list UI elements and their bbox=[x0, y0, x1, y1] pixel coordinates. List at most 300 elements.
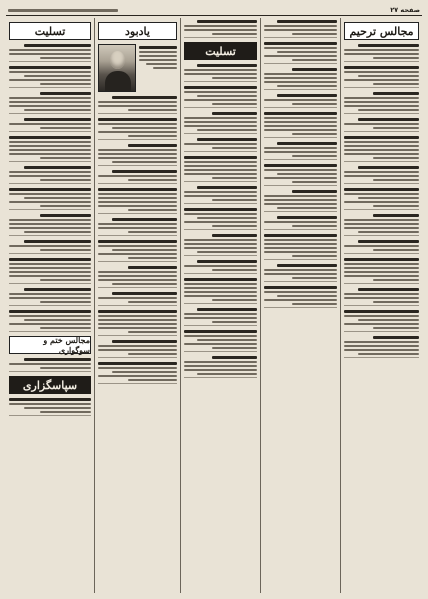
text-line bbox=[292, 155, 337, 157]
text-line bbox=[358, 197, 420, 199]
column-1 bbox=[6, 18, 94, 593]
text-line bbox=[9, 53, 91, 55]
notice-block bbox=[184, 208, 257, 230]
text-line bbox=[40, 83, 91, 85]
page-header bbox=[6, 4, 422, 16]
notice-block bbox=[264, 68, 337, 90]
text-line bbox=[9, 97, 91, 99]
text-line bbox=[264, 299, 337, 301]
text-line bbox=[264, 77, 337, 79]
text-line bbox=[344, 258, 419, 261]
text-line bbox=[9, 219, 91, 221]
notice-block bbox=[98, 96, 177, 114]
column-2 bbox=[94, 18, 180, 593]
text-line bbox=[277, 207, 337, 209]
text-line bbox=[9, 227, 91, 229]
text-line bbox=[98, 118, 177, 121]
notice-block bbox=[264, 286, 337, 308]
text-line bbox=[112, 340, 177, 343]
text-line bbox=[112, 127, 177, 129]
text-line bbox=[344, 153, 419, 155]
text-line bbox=[358, 118, 420, 121]
text-line bbox=[264, 269, 337, 271]
notice-block bbox=[98, 170, 177, 184]
text-line bbox=[184, 99, 257, 101]
text-line bbox=[344, 149, 419, 151]
text-line bbox=[40, 57, 91, 59]
text-line bbox=[9, 201, 91, 203]
text-line bbox=[184, 156, 257, 159]
text-line bbox=[373, 179, 420, 181]
notice-block bbox=[9, 92, 91, 114]
text-line bbox=[184, 265, 257, 267]
text-line bbox=[98, 157, 177, 159]
text-line bbox=[277, 264, 337, 267]
column-3 bbox=[180, 18, 260, 593]
text-line bbox=[24, 319, 91, 321]
text-line bbox=[98, 319, 177, 321]
text-line bbox=[264, 164, 337, 167]
text-line bbox=[264, 147, 337, 149]
text-line bbox=[373, 127, 420, 129]
text-line bbox=[358, 166, 420, 169]
text-line bbox=[197, 138, 257, 141]
text-line bbox=[344, 141, 419, 143]
text-line bbox=[112, 96, 177, 99]
text-line bbox=[184, 291, 257, 293]
text-line bbox=[40, 301, 91, 303]
notice-block bbox=[184, 234, 257, 256]
notice-block bbox=[344, 188, 419, 210]
notice-block bbox=[264, 94, 337, 108]
text-line bbox=[292, 103, 337, 105]
text-line bbox=[184, 169, 257, 171]
text-line bbox=[98, 193, 177, 195]
text-line bbox=[292, 68, 337, 71]
notice-block bbox=[98, 118, 177, 140]
text-line bbox=[9, 263, 91, 265]
text-line bbox=[24, 231, 91, 233]
text-line bbox=[98, 240, 177, 243]
section-banner-yadbud: یادبود bbox=[98, 22, 177, 40]
notice-block bbox=[344, 310, 419, 332]
text-line bbox=[292, 181, 337, 183]
text-line bbox=[128, 379, 177, 381]
section-banner-sepasgozari: سپاسگزاری bbox=[9, 376, 91, 394]
text-line bbox=[264, 99, 337, 101]
text-line bbox=[212, 347, 257, 349]
notice-block bbox=[264, 234, 337, 260]
notice-block bbox=[98, 144, 177, 166]
text-line bbox=[98, 362, 177, 365]
text-line bbox=[197, 186, 257, 189]
text-line bbox=[98, 375, 177, 377]
text-line bbox=[184, 86, 257, 89]
notice-block bbox=[264, 216, 337, 230]
text-line bbox=[128, 209, 177, 211]
text-line bbox=[344, 341, 419, 343]
notice-block bbox=[184, 330, 257, 352]
text-line bbox=[212, 103, 257, 105]
text-line bbox=[184, 208, 257, 211]
text-line bbox=[98, 327, 177, 329]
text-line bbox=[197, 217, 257, 219]
text-line bbox=[212, 225, 257, 227]
text-line bbox=[128, 109, 177, 111]
text-line bbox=[344, 79, 419, 81]
text-line bbox=[264, 221, 337, 223]
text-line bbox=[358, 353, 420, 355]
notice-block bbox=[264, 42, 337, 64]
notice-block bbox=[98, 362, 177, 384]
text-line bbox=[344, 145, 419, 147]
text-line bbox=[264, 291, 337, 293]
text-line bbox=[344, 123, 419, 125]
text-line bbox=[264, 286, 337, 289]
text-line bbox=[264, 55, 337, 57]
text-line bbox=[184, 213, 257, 215]
notice-block bbox=[344, 336, 419, 358]
text-line bbox=[184, 125, 257, 127]
notice-block bbox=[264, 264, 337, 282]
text-line bbox=[212, 234, 257, 237]
text-line bbox=[184, 173, 257, 175]
text-line bbox=[128, 179, 177, 181]
text-line bbox=[277, 51, 337, 53]
text-line bbox=[98, 315, 177, 317]
text-line bbox=[184, 239, 257, 241]
text-line bbox=[184, 121, 257, 123]
text-line bbox=[277, 20, 337, 23]
text-line bbox=[373, 157, 420, 159]
text-line bbox=[98, 349, 177, 351]
text-line bbox=[9, 315, 91, 317]
newspaper-page bbox=[6, 18, 422, 593]
text-line bbox=[344, 297, 419, 299]
text-line bbox=[184, 143, 257, 145]
text-line bbox=[344, 49, 419, 51]
text-line bbox=[112, 249, 177, 251]
text-line bbox=[344, 227, 419, 229]
text-line bbox=[264, 169, 337, 171]
text-line bbox=[98, 101, 177, 103]
text-line bbox=[264, 117, 337, 119]
section-banner-tarhim: مجالس ترحیم bbox=[344, 22, 419, 40]
text-line bbox=[344, 201, 419, 203]
text-line bbox=[197, 95, 257, 97]
portrait-photo bbox=[98, 44, 136, 92]
text-line bbox=[98, 197, 177, 199]
column-5 bbox=[340, 18, 422, 593]
text-line bbox=[344, 66, 419, 69]
text-line bbox=[264, 125, 337, 127]
notice-block bbox=[184, 86, 257, 108]
text-line bbox=[373, 205, 420, 207]
text-line bbox=[9, 175, 91, 177]
text-line bbox=[9, 49, 91, 51]
text-line bbox=[128, 301, 177, 303]
text-line bbox=[9, 149, 91, 151]
text-line bbox=[358, 44, 420, 47]
text-line bbox=[128, 144, 177, 147]
notice-block bbox=[9, 118, 91, 132]
text-line bbox=[184, 317, 257, 319]
text-line bbox=[112, 283, 177, 285]
text-line bbox=[373, 83, 420, 85]
text-line bbox=[292, 255, 337, 257]
text-line bbox=[98, 175, 177, 177]
notice-block bbox=[184, 278, 257, 304]
notice-block bbox=[98, 188, 177, 214]
text-line bbox=[24, 240, 91, 243]
text-line bbox=[9, 66, 91, 69]
text-line bbox=[264, 239, 337, 241]
text-line bbox=[344, 223, 419, 225]
notice-block bbox=[184, 156, 257, 182]
text-line bbox=[292, 33, 337, 35]
text-line bbox=[264, 73, 337, 75]
text-line bbox=[344, 171, 419, 173]
text-line bbox=[373, 301, 420, 303]
text-line bbox=[24, 288, 91, 291]
text-line bbox=[358, 288, 420, 291]
text-line bbox=[292, 277, 337, 279]
section-banner-taslit-2: تسلیت bbox=[184, 42, 257, 60]
text-line bbox=[184, 335, 257, 337]
text-line bbox=[264, 112, 337, 115]
text-line bbox=[277, 85, 337, 87]
text-line bbox=[373, 279, 420, 281]
text-line bbox=[184, 313, 257, 315]
text-line bbox=[9, 223, 91, 225]
issue-info bbox=[8, 6, 118, 14]
text-line bbox=[98, 279, 177, 281]
text-line bbox=[98, 131, 177, 133]
notice-block bbox=[344, 92, 419, 114]
text-line bbox=[112, 371, 177, 373]
text-line bbox=[9, 258, 91, 261]
text-line bbox=[184, 343, 257, 345]
text-line bbox=[344, 310, 419, 313]
text-line bbox=[292, 303, 337, 305]
text-line bbox=[373, 214, 420, 217]
text-line bbox=[264, 251, 337, 253]
notice-block bbox=[184, 186, 257, 204]
text-line bbox=[292, 225, 337, 227]
text-line bbox=[184, 221, 257, 223]
text-line bbox=[184, 69, 257, 71]
text-line bbox=[98, 149, 177, 151]
text-line bbox=[9, 275, 91, 277]
text-line bbox=[184, 117, 257, 119]
text-line bbox=[344, 323, 419, 325]
text-line bbox=[344, 219, 419, 221]
text-line bbox=[128, 266, 177, 269]
text-line bbox=[344, 97, 419, 99]
text-line bbox=[9, 245, 91, 247]
text-line bbox=[184, 287, 257, 289]
text-line bbox=[24, 166, 91, 169]
text-line bbox=[9, 188, 91, 191]
text-line bbox=[292, 190, 337, 193]
text-line bbox=[98, 188, 177, 191]
text-line bbox=[264, 42, 337, 45]
notice-block bbox=[9, 288, 91, 306]
text-line bbox=[40, 92, 91, 95]
text-line bbox=[98, 123, 177, 125]
notice-block bbox=[9, 214, 91, 236]
text-line bbox=[98, 275, 177, 277]
text-line bbox=[344, 349, 419, 351]
text-line bbox=[184, 91, 257, 93]
text-line bbox=[197, 373, 257, 375]
text-line bbox=[197, 260, 257, 263]
text-line bbox=[373, 249, 420, 251]
text-line bbox=[112, 161, 177, 163]
text-line bbox=[40, 327, 91, 329]
text-line bbox=[9, 323, 91, 325]
text-line bbox=[9, 153, 91, 155]
text-line bbox=[40, 205, 91, 207]
text-line bbox=[358, 109, 420, 111]
text-line bbox=[264, 151, 337, 153]
notice-block bbox=[184, 260, 257, 274]
text-line bbox=[9, 141, 91, 143]
text-line bbox=[9, 297, 91, 299]
text-line bbox=[344, 193, 419, 195]
text-line bbox=[98, 345, 177, 347]
text-line bbox=[128, 331, 177, 333]
text-line bbox=[264, 47, 337, 49]
notice-block bbox=[9, 44, 91, 62]
text-line bbox=[212, 199, 257, 201]
text-line bbox=[277, 142, 337, 145]
text-line bbox=[9, 293, 91, 295]
text-line bbox=[344, 188, 419, 191]
text-line bbox=[98, 205, 177, 207]
page-number: صفحه ۲۷ bbox=[390, 5, 420, 14]
text-line bbox=[24, 197, 91, 199]
text-line bbox=[212, 77, 257, 79]
text-line bbox=[128, 353, 177, 355]
text-line bbox=[24, 118, 91, 121]
text-line bbox=[264, 29, 337, 31]
text-line bbox=[184, 365, 257, 367]
text-line bbox=[197, 251, 257, 253]
column-4 bbox=[260, 18, 340, 593]
text-line bbox=[264, 273, 337, 275]
text-line bbox=[277, 94, 337, 97]
text-line bbox=[98, 271, 177, 273]
notice-block bbox=[98, 310, 177, 336]
text-line bbox=[212, 147, 257, 149]
text-line bbox=[344, 136, 419, 139]
notice-block bbox=[184, 112, 257, 134]
notice-block bbox=[344, 66, 419, 88]
text-line bbox=[9, 79, 91, 81]
notice-block bbox=[344, 214, 419, 236]
text-line bbox=[292, 59, 337, 61]
text-line bbox=[264, 25, 337, 27]
text-line bbox=[344, 271, 419, 273]
text-line bbox=[184, 330, 257, 333]
text-line bbox=[277, 295, 337, 297]
text-line bbox=[292, 133, 337, 135]
text-line bbox=[277, 173, 337, 175]
notice-block bbox=[344, 166, 419, 184]
text-line bbox=[212, 112, 257, 115]
text-line bbox=[98, 297, 177, 299]
text-line bbox=[184, 369, 257, 371]
text-line bbox=[9, 310, 91, 313]
notice-block bbox=[344, 258, 419, 284]
notice-block bbox=[9, 66, 91, 88]
text-line bbox=[373, 336, 420, 339]
text-line bbox=[344, 105, 419, 107]
text-line bbox=[98, 153, 177, 155]
notice-block bbox=[184, 138, 257, 152]
text-line bbox=[264, 243, 337, 245]
text-line bbox=[9, 271, 91, 273]
text-line bbox=[264, 247, 337, 249]
text-line bbox=[212, 299, 257, 301]
text-line bbox=[358, 240, 420, 243]
text-line bbox=[344, 175, 419, 177]
text-line bbox=[264, 199, 337, 201]
memorial-block bbox=[98, 44, 177, 92]
notice-block bbox=[184, 64, 257, 82]
text-line bbox=[344, 71, 419, 73]
notice-block bbox=[344, 44, 419, 62]
text-line bbox=[197, 64, 257, 67]
notice-block bbox=[9, 166, 91, 184]
text-line bbox=[184, 161, 257, 163]
text-line bbox=[344, 267, 419, 269]
notice-block bbox=[98, 340, 177, 358]
notice-block bbox=[344, 288, 419, 306]
text-line bbox=[212, 177, 257, 179]
text-line bbox=[264, 121, 337, 123]
text-line bbox=[197, 339, 257, 341]
text-line bbox=[184, 165, 257, 167]
text-line bbox=[344, 275, 419, 277]
text-line bbox=[98, 323, 177, 325]
text-line bbox=[212, 269, 257, 271]
text-line bbox=[40, 249, 91, 251]
text-line bbox=[184, 243, 257, 245]
text-line bbox=[344, 263, 419, 265]
text-line bbox=[344, 53, 419, 55]
text-line bbox=[184, 247, 257, 249]
text-line bbox=[9, 136, 91, 139]
section-banner-taslit: تسلیت bbox=[9, 22, 91, 40]
text-line bbox=[212, 356, 257, 359]
text-line bbox=[373, 57, 420, 59]
text-line bbox=[98, 367, 177, 369]
text-line bbox=[40, 179, 91, 181]
notice-block bbox=[9, 136, 91, 162]
notice-block bbox=[264, 20, 337, 38]
text-line bbox=[40, 127, 91, 129]
text-line bbox=[264, 203, 337, 205]
text-line bbox=[40, 157, 91, 159]
notice-block bbox=[9, 188, 91, 210]
text-line bbox=[9, 145, 91, 147]
notice-block bbox=[98, 218, 177, 236]
notice-block bbox=[9, 258, 91, 284]
text-line bbox=[98, 201, 177, 203]
notice-block bbox=[98, 240, 177, 262]
